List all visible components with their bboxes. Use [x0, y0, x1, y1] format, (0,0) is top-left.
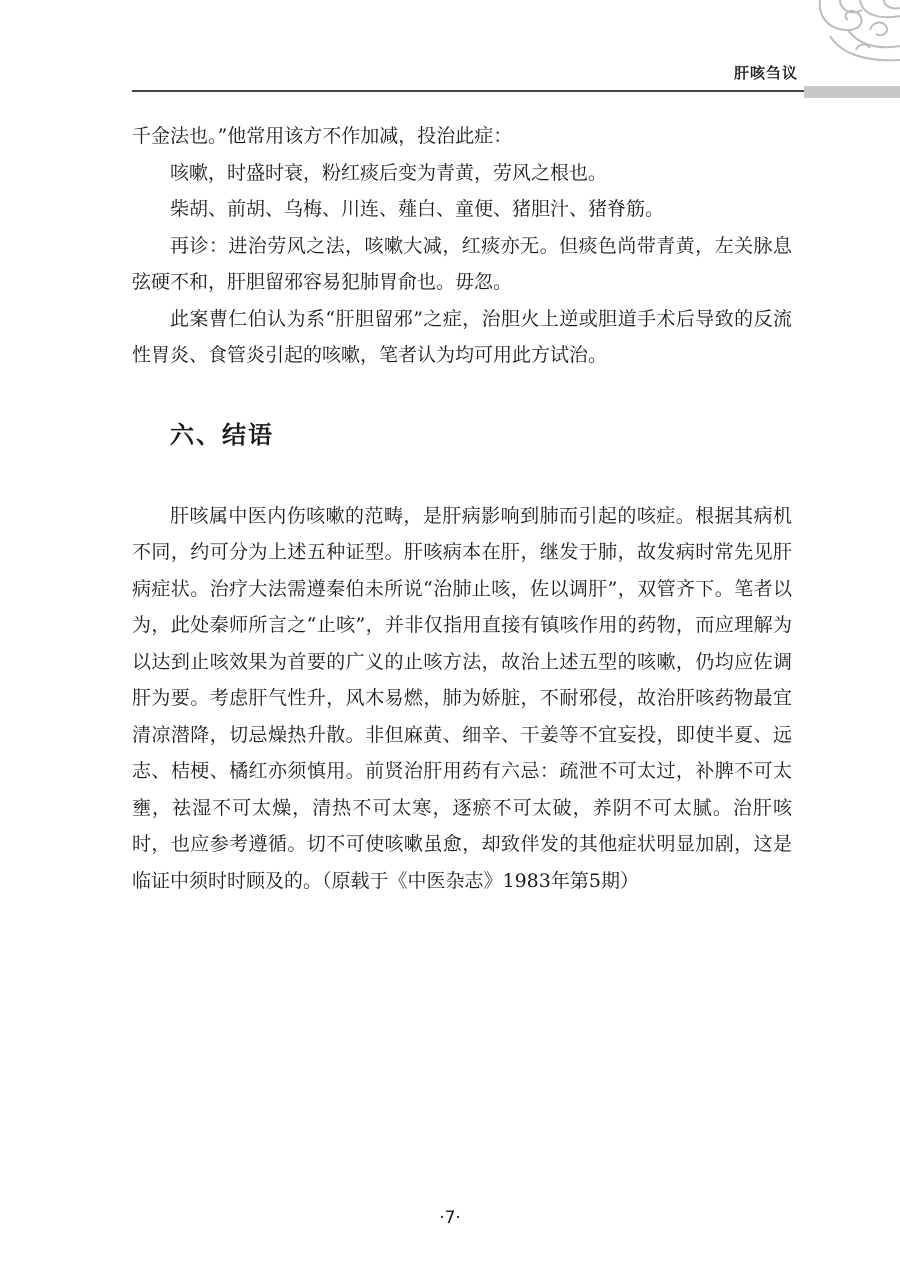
header-tab	[804, 86, 900, 98]
page-content	[132, 118, 792, 899]
paragraph: 千金法也。”他常用该方不作加减，投治此症：	[132, 125, 513, 147]
paragraph: 此案曹仁伯认为系“肝胆留邪”之症，治胆火上逆或胆道手术后导致的反流性胃炎、食管炎引起的咳嗽，笔者认为均可用此方试治。	[132, 307, 792, 366]
paragraph: 柴胡、前胡、乌梅、川连、薤白、童便、猪胆汁、猪脊筋。	[170, 198, 665, 220]
conclusion-paragraph: 肝咳属中医内伤咳嗽的范畴，是肝病影响到肺而引起的咳症。根据其病机不同，约可分为上述五种证型。肝咳病本在肝，继发于肺，故发病时常先见肝病症状。治疗大法需遵秦伯未所说“治肺止咳，佐以调肝”，双管齐下。笔者以为，此处秦师所言之“止咳”，并非仅指用直接有镇咳作用的药物，而应理解为以达到止咳效果为首要的广义的止咳方法，故治上述五型的咳嗽，仍均应佐调肝为要。考虑肝气性升，风木易燃，肺为娇脏，不耐邪侵，故治肝咳药物最宜清凉潜降，切忌燥热升散。非但麻黄、细辛、干姜等不宜妄投，即使半夏、远志、桔梗、橘红亦须慎用。前贤治肝用药有六忌：疏泄不可太过，补脾不可太壅，祛湿不可太燥，清热不可太寒，逐瘀不可太破，养阴不可太腻。治肝咳时，也应参考遵循。切不可使咳嗽虽愈，却致伴发的其他症状明显加剧，这是临证中须时时顾及的。（原载于《中医杂志》1983年第5期）	[132, 504, 792, 892]
corner-ornament	[800, 0, 900, 72]
paragraph: 咳嗽，时盛时衰，粉红痰后变为青黄，劳风之根也。	[170, 161, 608, 184]
header-rule	[132, 90, 900, 92]
running-header: 肝咳刍议	[733, 64, 798, 82]
page-number: ·7·	[439, 1208, 461, 1228]
section-title: 六、结语	[170, 420, 274, 449]
paragraph: 再诊：进治劳风之法，咳嗽大减，红痰亦无。但痰色尚带青黄，左关脉息弦硬不和，肝胆留邪容易犯肺胃俞也。毋忽。	[132, 234, 792, 293]
